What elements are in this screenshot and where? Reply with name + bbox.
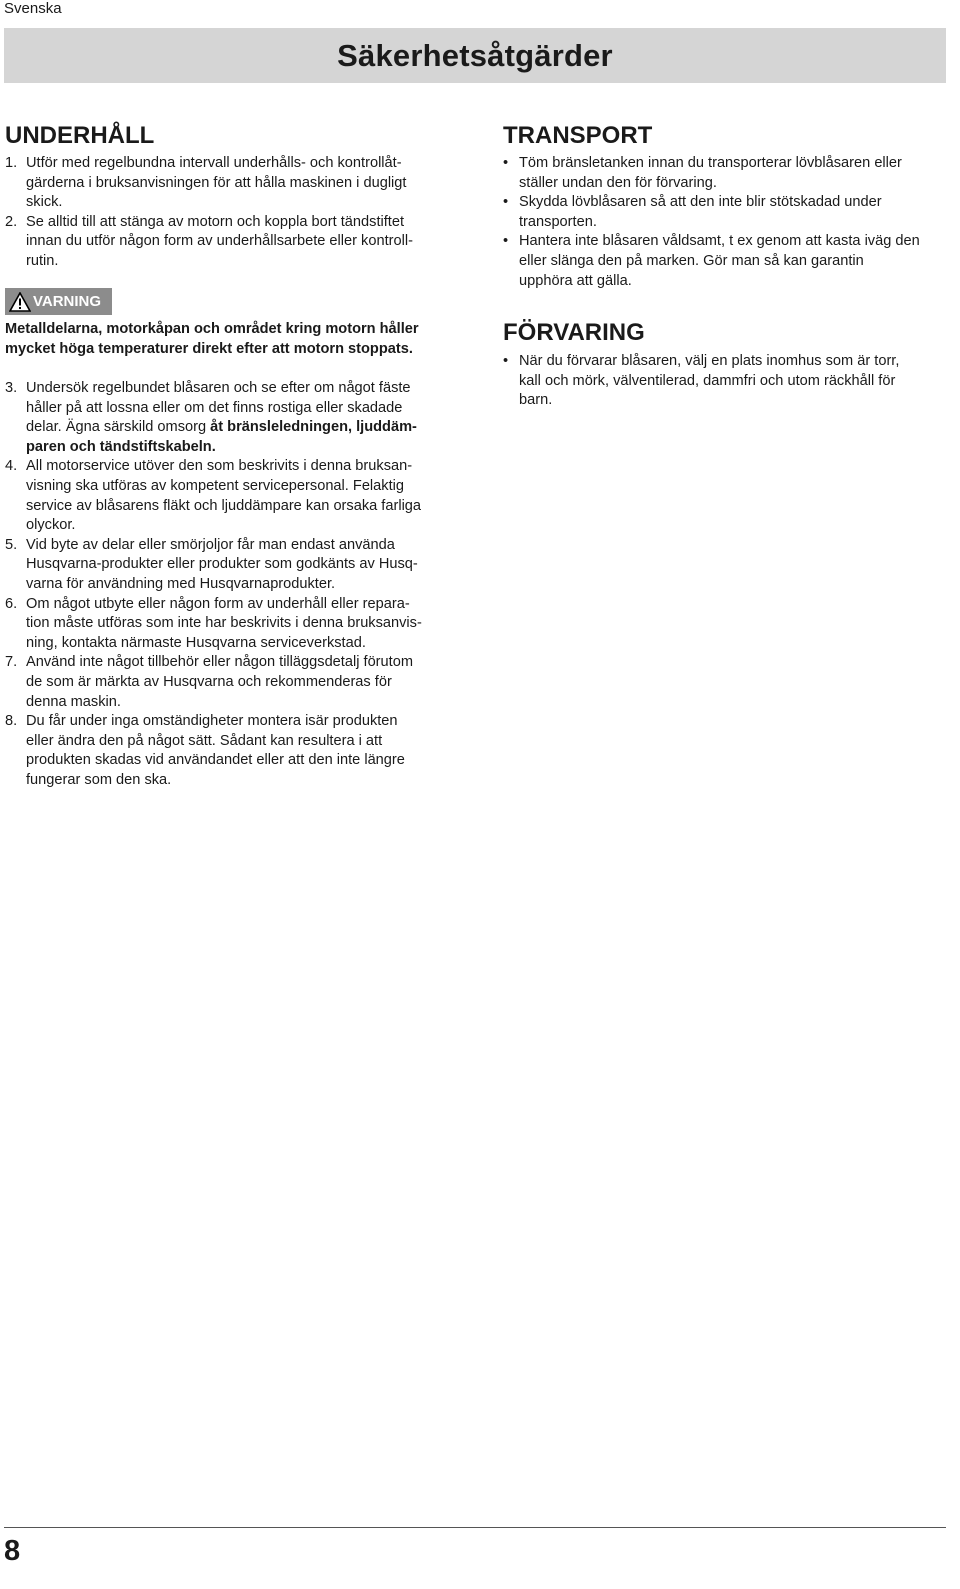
bullet-item (503, 352, 948, 411)
item-line: Om något utbyte eller någon form av underhåll eller repara- (26, 595, 410, 612)
list-item (5, 154, 455, 213)
item-line: håller på att lossna eller om det finns rostiga eller skadade (26, 399, 403, 416)
storage-list (503, 352, 948, 411)
warning-triangle-icon (9, 292, 31, 312)
section-heading-forvaring: FÖRVARING (503, 319, 645, 346)
item-line: visning ska utföras av kompetent servicepersonal. Felaktig (26, 477, 404, 494)
item-number: 1. (5, 155, 18, 171)
item-line-bold: åt bränsleledningen, ljuddäm- (210, 419, 417, 436)
maintenance-list-1 (5, 154, 455, 272)
item-text (26, 154, 455, 213)
item-number: 8. (5, 713, 18, 730)
item-text (26, 653, 455, 712)
list-item (5, 536, 455, 595)
page-number: 8 (4, 1535, 21, 1567)
item-line: gärderna i bruksanvisningen för att hålla maskinen i dugligt (26, 174, 407, 191)
item-line: barn. (519, 392, 553, 409)
item-text (26, 595, 455, 654)
list-item (5, 595, 455, 654)
item-line: skick. (26, 194, 63, 211)
item-line: Husqvarna-produkter eller produkter som godkänts av Husq- (26, 556, 418, 573)
warning-text (5, 320, 419, 359)
item-line: eller ändra den på något sätt. Sådant kan resultera i att (26, 732, 383, 749)
item-line: rutin. (26, 252, 59, 269)
item-line: Hantera inte blåsaren våldsamt, t ex genom att kasta iväg den (519, 233, 920, 250)
item-line: Använd inte något tillbehör eller någon tilläggsdetalj förutom (26, 654, 413, 671)
item-line: tion måste utföras som inte har beskrivits i denna bruksanvis- (26, 615, 422, 632)
warning-line: mycket höga temperaturer direkt efter att motorn stoppats. (5, 340, 413, 357)
item-line: Utför med regelbundna intervall underhålls- och kontrollåt- (26, 155, 402, 171)
list-item (5, 712, 455, 790)
item-line: varna för användning med Husqvarnaprodukter. (26, 575, 336, 592)
list-item (5, 213, 455, 272)
item-line: Undersök regelbundet blåsaren och se efter om något fäste (26, 380, 411, 396)
item-number: 6. (5, 595, 18, 612)
bullet-item (503, 232, 948, 291)
item-line: delar. Ägna särskild omsorg (26, 419, 211, 436)
item-line: innan du utför någon form av underhållsarbete eller kontroll- (26, 233, 413, 250)
bullet-icon: • (503, 233, 509, 250)
list-item (5, 653, 455, 712)
bullet-item (503, 193, 948, 232)
warning-badge (5, 288, 112, 315)
item-line: Du får under inga omständigheter montera isär produkten (26, 713, 398, 730)
item-number: 4. (5, 458, 18, 475)
item-line: fungerar som den ska. (26, 771, 172, 788)
item-line: produkten skadas vid användandet eller att den inte längre (26, 752, 405, 769)
section-heading-underhall: UNDERHÅLL (5, 122, 155, 149)
item-line: Töm bränsletanken innan du transporterar lövblåsaren eller (519, 155, 902, 171)
maintenance-list-2 (5, 379, 455, 790)
item-line: eller slänga den på marken. Gör man så kan garantin (519, 252, 864, 269)
item-line: transporten. (519, 213, 597, 230)
item-text (26, 712, 455, 790)
item-line: kall och mörk, välventilerad, dammfri och utom räckhåll för (519, 372, 896, 389)
item-line: All motorservice utöver den som beskrivits i denna bruksan- (26, 458, 413, 475)
item-line: ställer undan den för förvaring. (519, 174, 717, 191)
item-line: upphöra att gälla. (519, 272, 632, 289)
item-line: ning, kontakta närmaste Husqvarna serviceverkstad. (26, 634, 366, 651)
transport-list (503, 154, 948, 291)
item-text (26, 457, 455, 535)
bullet-item (503, 154, 948, 193)
item-line: Vid byte av delar eller smörjoljor får man endast använda (26, 536, 395, 553)
item-line-bold: paren och tändstiftskabeln. (26, 438, 216, 455)
item-line: service av blåsarens fläkt och ljuddämpare kan orsaka farliga (26, 497, 422, 514)
item-line: När du förvarar blåsaren, välj en plats inomhus som är torr, (519, 353, 900, 369)
item-number: 5. (5, 536, 18, 553)
item-line: Se alltid till att stänga av motorn och koppla bort tändstiftet (26, 213, 405, 230)
item-text (26, 213, 455, 272)
item-text (26, 536, 455, 595)
list-item (5, 379, 455, 457)
language-label: Svenska (4, 0, 62, 17)
item-line: de som är märkta av Husqvarna och rekommenderas för (26, 673, 392, 690)
page-title: Säkerhetsåtgärder (337, 38, 613, 73)
item-line: denna maskin. (26, 693, 121, 710)
item-text (519, 154, 948, 193)
item-text (519, 352, 948, 411)
warning-label: VARNING (33, 293, 102, 310)
item-line: Skydda lövblåsaren så att den inte blir stötskadad under (519, 194, 882, 211)
bullet-icon: • (503, 194, 509, 211)
item-line: olyckor. (26, 517, 76, 534)
footer-divider (4, 1527, 946, 1528)
list-item (5, 457, 455, 535)
bullet-icon: • (503, 155, 509, 171)
section-heading-transport: TRANSPORT (503, 122, 653, 149)
bullet-icon: • (503, 353, 509, 369)
item-number: 7. (5, 654, 18, 671)
item-number: 3. (5, 380, 18, 396)
warning-line: Metalldelarna, motorkåpan och området kring motorn håller (5, 321, 419, 337)
item-text (519, 232, 948, 291)
item-number: 2. (5, 213, 18, 230)
item-text (519, 193, 948, 232)
